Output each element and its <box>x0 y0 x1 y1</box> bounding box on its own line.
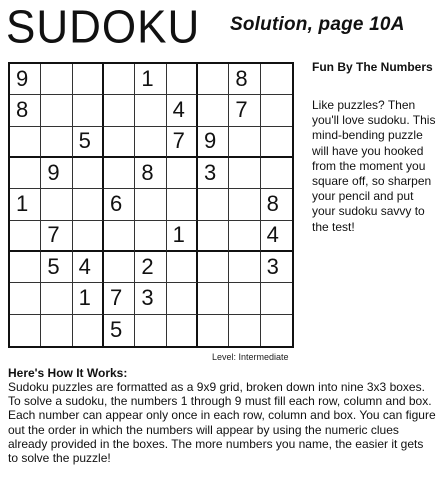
page-title: SUDOKU <box>6 1 201 54</box>
sudoku-cell[interactable] <box>104 283 135 314</box>
cell-value: 7 <box>172 128 185 154</box>
cell-value: 8 <box>266 191 279 217</box>
cell-value: 5 <box>78 128 91 154</box>
cell-value: 5 <box>110 317 123 343</box>
sudoku-cell[interactable] <box>41 283 72 314</box>
sudoku-cell[interactable] <box>229 315 260 346</box>
cell-value: 3 <box>266 254 279 280</box>
cell-value: 4 <box>78 254 91 280</box>
cell-value: 9 <box>16 66 29 92</box>
sudoku-cell[interactable] <box>261 64 292 95</box>
sudoku-cell[interactable] <box>261 221 292 252</box>
sudoku-cell[interactable] <box>135 127 166 158</box>
cell-value: 9 <box>204 128 217 154</box>
sidebar-heading: Fun By The Numbers <box>312 60 433 74</box>
sudoku-cell[interactable] <box>10 189 41 220</box>
sudoku-cell[interactable] <box>135 221 166 252</box>
cell-value: 8 <box>16 97 29 123</box>
sudoku-cell[interactable] <box>104 158 135 189</box>
sudoku-cell[interactable] <box>73 95 104 126</box>
sudoku-cell[interactable] <box>198 95 229 126</box>
cell-value: 9 <box>47 160 60 186</box>
sudoku-cell[interactable] <box>104 252 135 283</box>
sudoku-cell[interactable] <box>229 189 260 220</box>
sudoku-cell[interactable] <box>41 64 72 95</box>
sudoku-cell[interactable] <box>229 127 260 158</box>
sudoku-cell[interactable] <box>104 95 135 126</box>
sudoku-cell[interactable] <box>104 127 135 158</box>
sudoku-cell[interactable] <box>73 64 104 95</box>
sudoku-cell[interactable] <box>10 252 41 283</box>
sudoku-cell[interactable] <box>41 158 72 189</box>
sudoku-cell[interactable] <box>167 283 198 314</box>
cell-value: 4 <box>266 222 279 248</box>
sudoku-cell[interactable] <box>261 315 292 346</box>
difficulty-level: Level: Intermediate <box>212 352 289 362</box>
sudoku-cell[interactable] <box>198 64 229 95</box>
sudoku-cell[interactable] <box>198 158 229 189</box>
sudoku-cell[interactable] <box>135 189 166 220</box>
sudoku-cell[interactable] <box>135 315 166 346</box>
cell-value: 1 <box>141 66 154 92</box>
sudoku-cell[interactable] <box>229 158 260 189</box>
sudoku-cell[interactable] <box>73 158 104 189</box>
sudoku-cell[interactable] <box>10 127 41 158</box>
sudoku-cell[interactable] <box>261 95 292 126</box>
sudoku-cell[interactable] <box>73 252 104 283</box>
sudoku-cell[interactable] <box>73 221 104 252</box>
sudoku-cell[interactable] <box>104 315 135 346</box>
sudoku-cell[interactable] <box>73 189 104 220</box>
sudoku-cell[interactable] <box>10 283 41 314</box>
sudoku-cell[interactable] <box>261 127 292 158</box>
cell-value: 8 <box>235 66 248 92</box>
sudoku-cell[interactable] <box>229 252 260 283</box>
sudoku-cell[interactable] <box>167 158 198 189</box>
cell-value: 3 <box>204 160 217 186</box>
sudoku-cell[interactable] <box>10 315 41 346</box>
sudoku-cell[interactable] <box>104 221 135 252</box>
cell-value: 7 <box>110 285 123 311</box>
sudoku-cell[interactable] <box>135 283 166 314</box>
cell-value: 6 <box>110 191 123 217</box>
sudoku-cell[interactable] <box>167 95 198 126</box>
cell-value: 1 <box>16 191 29 217</box>
sudoku-cell[interactable] <box>229 95 260 126</box>
cell-value: 2 <box>141 254 154 280</box>
solution-reference: Solution, page 10A <box>230 14 405 35</box>
sudoku-cell[interactable] <box>135 252 166 283</box>
sudoku-cell[interactable] <box>41 252 72 283</box>
cell-value: 7 <box>235 97 248 123</box>
sudoku-cell[interactable] <box>198 283 229 314</box>
sudoku-cell[interactable] <box>135 158 166 189</box>
sudoku-cell[interactable] <box>135 64 166 95</box>
sudoku-cell[interactable] <box>41 315 72 346</box>
sudoku-cell[interactable] <box>73 283 104 314</box>
sudoku-cell[interactable] <box>261 252 292 283</box>
sudoku-cell[interactable] <box>41 189 72 220</box>
sudoku-cell[interactable] <box>104 64 135 95</box>
cell-value: 4 <box>172 97 185 123</box>
sudoku-cell[interactable] <box>41 95 72 126</box>
sudoku-cell[interactable] <box>261 189 292 220</box>
sudoku-cell[interactable] <box>198 252 229 283</box>
sudoku-cell[interactable] <box>167 64 198 95</box>
sudoku-cell[interactable] <box>167 221 198 252</box>
sudoku-cell[interactable] <box>73 127 104 158</box>
cell-value: 1 <box>78 285 91 311</box>
sudoku-cell[interactable] <box>198 127 229 158</box>
sudoku-cell[interactable] <box>167 252 198 283</box>
sudoku-cell[interactable] <box>10 95 41 126</box>
sudoku-cell[interactable] <box>261 283 292 314</box>
sudoku-cell[interactable] <box>198 221 229 252</box>
sudoku-cell[interactable] <box>73 315 104 346</box>
cell-value: 5 <box>47 254 60 280</box>
instructions-text: Sudoku puzzles are formatted as a 9x9 grid, broken down into nine 3x3 boxes. To solve a sudoku, the numbers 1 through 9 must fill each row, column and box. Each number can appear only once in each row, column and box. You can figure out the order in which the numbers will appear by using the numeric clues already provided in the boxes. The more numbers you name, the easier it gets to solve the puzzle! <box>8 380 436 466</box>
cell-value: 1 <box>172 222 185 248</box>
sudoku-cell[interactable] <box>229 64 260 95</box>
sidebar-text: Like puzzles? Then you'll love sudoku. This mind-bending puzzle will have you hooked from the moment you square off, so sharpen your pencil and put your sudoku savvy to the test! <box>312 98 436 234</box>
sudoku-cell[interactable] <box>198 315 229 346</box>
sudoku-cell[interactable] <box>10 64 41 95</box>
sudoku-cell[interactable] <box>167 315 198 346</box>
sudoku-cell[interactable] <box>41 127 72 158</box>
sudoku-cell[interactable] <box>10 221 41 252</box>
cell-value: 8 <box>141 160 154 186</box>
sudoku-cell[interactable] <box>167 127 198 158</box>
instructions-heading: Here's How It Works: <box>8 366 128 380</box>
sudoku-cell[interactable] <box>167 189 198 220</box>
sudoku-grid <box>8 62 294 348</box>
sudoku-cell[interactable] <box>261 158 292 189</box>
cell-value: 7 <box>47 222 60 248</box>
sudoku-cell[interactable] <box>135 95 166 126</box>
sudoku-cell[interactable] <box>10 158 41 189</box>
cell-value: 3 <box>141 285 154 311</box>
sudoku-cell[interactable] <box>198 189 229 220</box>
sudoku-cell[interactable] <box>104 189 135 220</box>
sudoku-cell[interactable] <box>229 283 260 314</box>
sudoku-cell[interactable] <box>41 221 72 252</box>
sudoku-cell[interactable] <box>229 221 260 252</box>
